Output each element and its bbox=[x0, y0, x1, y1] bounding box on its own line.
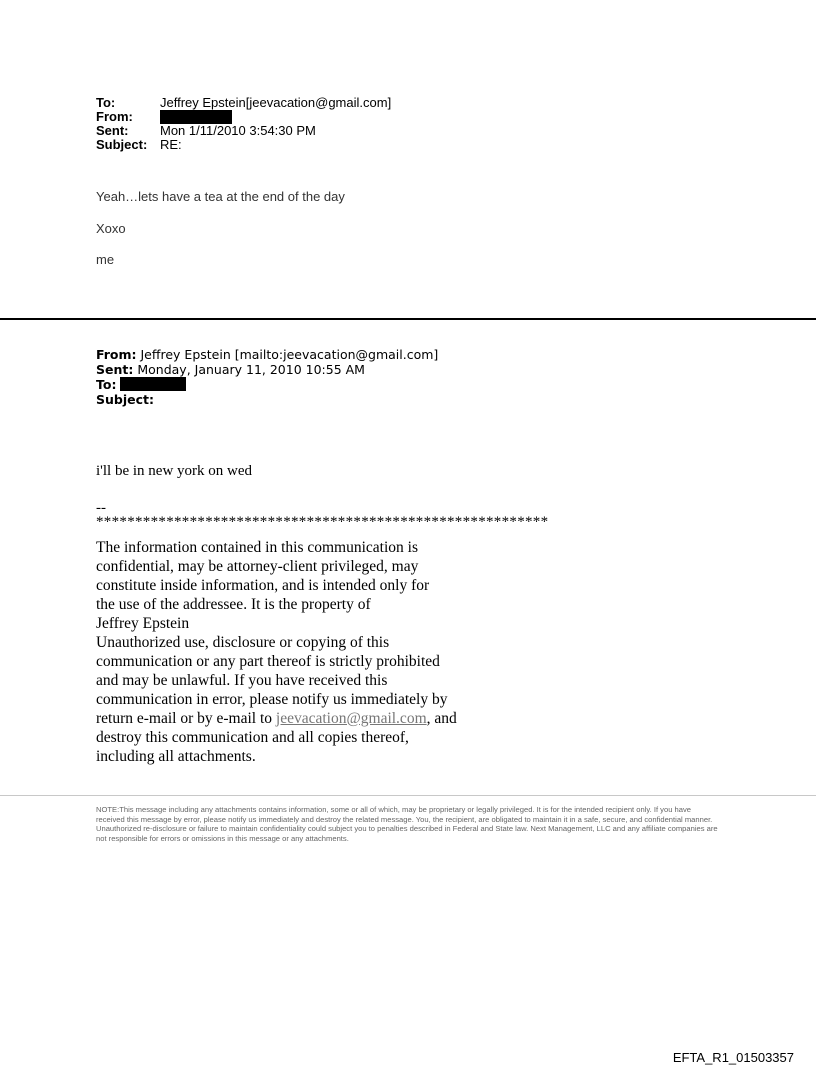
conf-line: communication in error, please notify us immediately by bbox=[96, 691, 448, 708]
email1-header bbox=[96, 96, 391, 152]
to-value: Jeffrey Epstein[jeevacation@gmail.com] bbox=[160, 95, 392, 110]
email2-subject-row bbox=[96, 392, 438, 407]
sent-value: Monday, January 11, 2010 10:55 AM bbox=[137, 362, 365, 377]
conf-line: the use of the addressee. It is the property of bbox=[96, 596, 371, 613]
subject-label: Subject: bbox=[96, 392, 154, 407]
sent-label: Sent: bbox=[96, 362, 134, 377]
legal-note: NOTE:This message including any attachments contains information, some or all of which, may be proprietary or legally privileged. It is for the intended recipient only. If you have received this message by error, please notify us immediately and destroy the related message. You, the recipient, are obligated to maintain it in a safe, secure, and confidential manner. Unauthorized re-disclosure or failure to maintain confidentiality could subject you to penalties described in Federal and State law. Next Management, LLC and any affiliate companies are not responsible for errors or omissions in this message or any attachments. bbox=[96, 805, 718, 843]
conf-line-prefix: return e-mail or by e-mail to bbox=[96, 710, 276, 727]
signature-dashes: -- bbox=[96, 500, 106, 516]
conf-line: Unauthorized use, disclosure or copying of this bbox=[96, 634, 390, 651]
redaction-box bbox=[160, 110, 232, 124]
email1-body-line: Yeah…lets have a tea at the end of the day bbox=[96, 189, 345, 204]
redaction-box bbox=[120, 377, 186, 391]
subject-value: RE: bbox=[160, 137, 182, 152]
sent-label: Sent: bbox=[96, 123, 129, 138]
divider bbox=[0, 795, 816, 796]
email1-to-row bbox=[96, 96, 391, 110]
from-value: Jeffrey Epstein [mailto:jeevacation@gmail.com] bbox=[140, 347, 439, 362]
conf-line: destroy this communication and all copies thereof, bbox=[96, 729, 409, 746]
email2-to-row bbox=[96, 377, 438, 392]
email2-body: i'll be in new york on wed bbox=[96, 463, 253, 479]
email1-subject-row bbox=[96, 138, 391, 152]
document-id: EFTA_R1_01503357 bbox=[672, 1050, 794, 1065]
conf-line: communication or any part thereof is strictly prohibited bbox=[96, 653, 440, 670]
email2-header bbox=[96, 347, 438, 407]
from-label: From: bbox=[96, 109, 133, 124]
email1-body-line: Xoxo bbox=[96, 221, 126, 236]
to-label: To: bbox=[96, 377, 117, 392]
conf-line: confidential, may be attorney-client privileged, may bbox=[96, 558, 419, 575]
conf-line: including all attachments. bbox=[96, 748, 256, 765]
email2-from-row bbox=[96, 347, 438, 362]
conf-line: constitute inside information, and is intended only for bbox=[96, 577, 430, 594]
subject-label: Subject: bbox=[96, 137, 148, 152]
email1-body-line: me bbox=[96, 252, 115, 267]
confidentiality-notice bbox=[96, 538, 516, 766]
email2-sent-row bbox=[96, 362, 438, 377]
from-label: From: bbox=[96, 347, 137, 362]
sent-value: Mon 1/11/2010 3:54:30 PM bbox=[160, 123, 316, 138]
conf-line-suffix: , and bbox=[426, 710, 457, 727]
email1-from-row bbox=[96, 110, 391, 124]
divider bbox=[0, 318, 816, 320]
conf-line-with-link bbox=[96, 709, 516, 728]
email1-sent-row bbox=[96, 124, 391, 138]
separator-stars: ********************************************************** bbox=[96, 514, 549, 530]
to-label: To: bbox=[96, 95, 116, 110]
conf-line: and may be unlawful. If you have received this bbox=[96, 672, 388, 689]
conf-line: Jeffrey Epstein bbox=[96, 615, 190, 632]
email-link[interactable]: jeevacation@gmail.com bbox=[275, 710, 427, 727]
conf-line: The information contained in this communication is bbox=[96, 539, 418, 556]
